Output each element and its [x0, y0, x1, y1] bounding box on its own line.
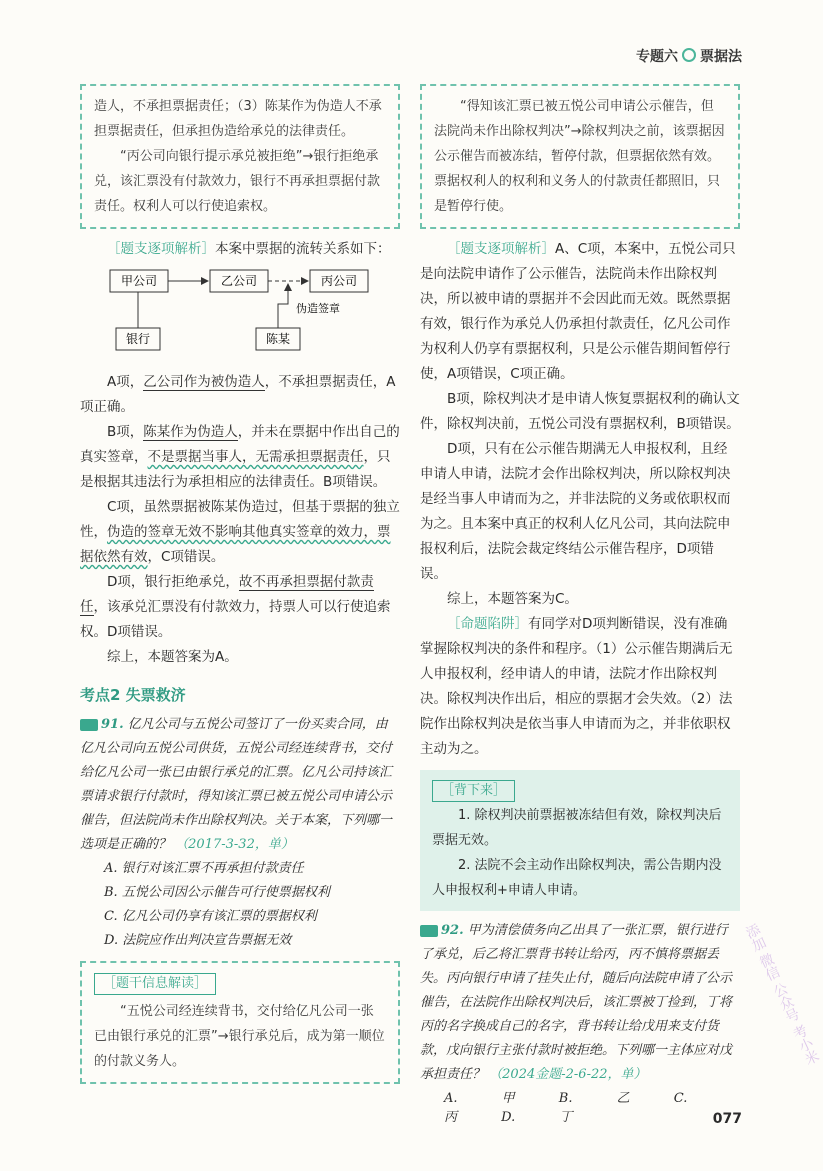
- question-icon: [420, 925, 438, 937]
- option-b: B. 乙: [558, 1091, 630, 1106]
- t: 陈某作为伪造人: [143, 424, 238, 440]
- page-header: [636, 46, 742, 66]
- option-d: D. 法院应作出判决宣告票据无效: [104, 933, 292, 948]
- info-box-2: [420, 84, 740, 229]
- node-yi-label: 乙公司: [220, 274, 258, 288]
- t: 故不再承担票据付款责任: [80, 574, 374, 615]
- summary: 综上，本题答案为A。: [107, 649, 238, 665]
- analysis-text: A、C项，本案中，五悦公司只是向法院申请作了公示催告，法院尚未作出除权判决，所以被申请的票据并不会因此而无效。既然票据有效，银行作为承兑人仍承担付款责任，亿凡公司作为权利人仍享有票据权利，只是公示催告期间暂停行使，A项错误，C项正确。: [420, 241, 736, 382]
- trap-text: 有同学对D项判断错误，没有准确掌握除权判决的条件和程序。（1）公示催告期满后无人申报权利，经申请人的申请，法院才作出除权判决。除权判决作出后，相应的票据才会失效。（2）法院作出除权判决是依当事人申请而为之，并非依职权主动为之。: [420, 616, 733, 757]
- question-number: 92.: [441, 923, 464, 938]
- chapter-title: 票据法: [700, 49, 742, 65]
- t: B项，: [107, 424, 144, 440]
- option-d: D. 丁: [501, 1110, 573, 1125]
- option-b: B. 五悦公司因公示催告可行使票据权利: [104, 885, 330, 900]
- t: ，只是根据其违法行为承担相应的法律责任。B项错误。: [80, 449, 391, 490]
- t: 不是票据当事人，无需承担票据责任: [147, 449, 364, 465]
- t: ，并未在票据中作出自己的真实签章，: [80, 424, 400, 465]
- question-icon: [80, 719, 98, 731]
- memo-box: [420, 770, 740, 911]
- circle-icon: [682, 48, 696, 62]
- node-jia-label: 甲公司: [120, 274, 158, 288]
- memo-item: 1. 除权判决前票据被冻结但有效，除权判决后票据无效。: [432, 808, 722, 848]
- t: ，该承兑汇票没有付款效力，持票人可以行使追索权。D项错误。: [80, 599, 391, 640]
- item-d: [80, 570, 400, 645]
- chapter-label: 专题六: [636, 49, 678, 65]
- info-tag: ［题干信息解读］: [94, 973, 216, 995]
- node-bing-label: 丙公司: [320, 274, 358, 288]
- section-title: 考点2 失票救济: [80, 686, 186, 704]
- analysis-tag: ［题支逐项解析］: [447, 241, 555, 257]
- t: C项，虽然票据被陈某伪造过，但基于票据的独立性，: [80, 499, 400, 540]
- info-box: [80, 961, 400, 1084]
- arrow-chen: [278, 284, 288, 328]
- question-text: 亿凡公司与五悦公司签订了一份买卖合同，由亿凡公司向五悦公司供货，五悦公司经连续背书，交付给亿凡公司一张已由银行承兑的汇票。亿凡公司持该汇票请求银行付款时，得知该汇票已被五悦公司申请公示催告，但法院尚未作出除权判决。关于本案，下列哪一选项是正确的？: [80, 717, 393, 852]
- option-c: C. 亿凡公司仍享有该汇票的票据权利: [104, 909, 317, 924]
- flow-diagram: [80, 264, 400, 364]
- options-row: [420, 1087, 740, 1125]
- t: ，C项错误。: [147, 549, 225, 565]
- node-chen-label: 陈某: [265, 332, 291, 346]
- item-a: [80, 370, 400, 420]
- analysis-intro: [80, 237, 400, 262]
- forge-label: 伪造签章: [296, 302, 340, 315]
- trap-tag: ［命题陷阱］: [447, 616, 528, 632]
- t: A项，: [107, 374, 144, 390]
- question-source: （2017-3-32，单）: [175, 837, 294, 852]
- analysis-tag: ［题支逐项解析］: [107, 241, 215, 257]
- trap: [420, 612, 740, 762]
- page-number: 077: [712, 1111, 742, 1127]
- info-box-continued: [80, 84, 400, 229]
- summary: 综上，本题答案为C。: [447, 591, 578, 607]
- box-text: 造人，不承担票据责任；（3）陈某作为伪造人不承担票据责任，但承担伪造给承兑的法律责任。: [94, 99, 382, 139]
- memo-tag: ［背下来］: [432, 780, 515, 802]
- question-92: [420, 919, 740, 1087]
- question-number: 91.: [101, 717, 124, 732]
- t: ，不承担票据责任，A项正确。: [80, 374, 396, 415]
- analysis-ac: [420, 237, 740, 387]
- box-text: “得知该汇票已被五悦公司申请公示催告，但法院尚未作出除权判决”→除权判决之前，该票据因公示催告而被冻结，暂停付款，但票据依然有效。票据权利人的权利和义务人的付款责任都照旧，只是暂停行使。: [434, 99, 725, 214]
- analysis-d: D项，只有在公示催告期满无人申报权利，且经申请人申请，法院才会作出除权判决，所以除权判决是经当事人申请而为之，并非法院的义务或依职权而为之。且本案中真正的权利人亿凡公司，其向法院申报权利后，法院会裁定终结公示催告程序，D项错误。: [420, 441, 731, 582]
- option-c: C. 丙: [444, 1091, 688, 1125]
- item-b: [80, 420, 400, 495]
- node-bank-label: 银行: [125, 332, 151, 346]
- memo-item: 2. 法院不会主动作出除权判决，需公告期内没人申报权利+申请人申请。: [432, 858, 722, 898]
- watermark: 添加 微信 公众号 考小米: [741, 921, 822, 1068]
- question-source: （2024金题-2-6-22，单）: [489, 1067, 647, 1082]
- right-column: [420, 84, 740, 1125]
- box-text: “丙公司向银行提示承兑被拒绝”→银行拒绝承兑，该汇票没有付款效力，银行不再承担票据付款责任。权利人可以行使追索权。: [94, 149, 381, 214]
- left-column: [80, 84, 400, 1084]
- option-a: A. 甲: [444, 1091, 515, 1106]
- t: D项，银行拒绝承兑，: [107, 574, 239, 590]
- analysis-b: B项，除权判决才是申请人恢复票据权利的确认文件，除权判决前，五悦公司没有票据权利，B项错误。: [420, 391, 740, 432]
- question-text: 甲为清偿债务向乙出具了一张汇票，银行进行了承兑，后乙将汇票背书转让给丙，丙不慎将票据丢失。丙向银行申请了挂失止付，随后向法院申请了公示催告，在法院作出除权判决后，该汇票被丁捡到，丁将丙的名字换成自己的名字，背书转让给戊用来支付货款，戊向银行主张付款时被拒绝。下列哪一主体应对戊承担责任？: [420, 923, 733, 1082]
- t: 伪造的签章无效不影响其他真实签章的效力，票据依然有效: [80, 524, 391, 565]
- question-91: [80, 713, 400, 857]
- info-text: “五悦公司经连续背书，交付给亿凡公司一张已由银行承兑的汇票”→银行承兑后，成为第一顺位的付款义务人。: [94, 1004, 385, 1069]
- analysis-text: 本案中票据的流转关系如下：: [215, 241, 391, 257]
- item-c: [80, 495, 400, 570]
- t: 乙公司作为被伪造人: [143, 374, 265, 390]
- option-a: A. 银行对该汇票不再承担付款责任: [104, 861, 304, 876]
